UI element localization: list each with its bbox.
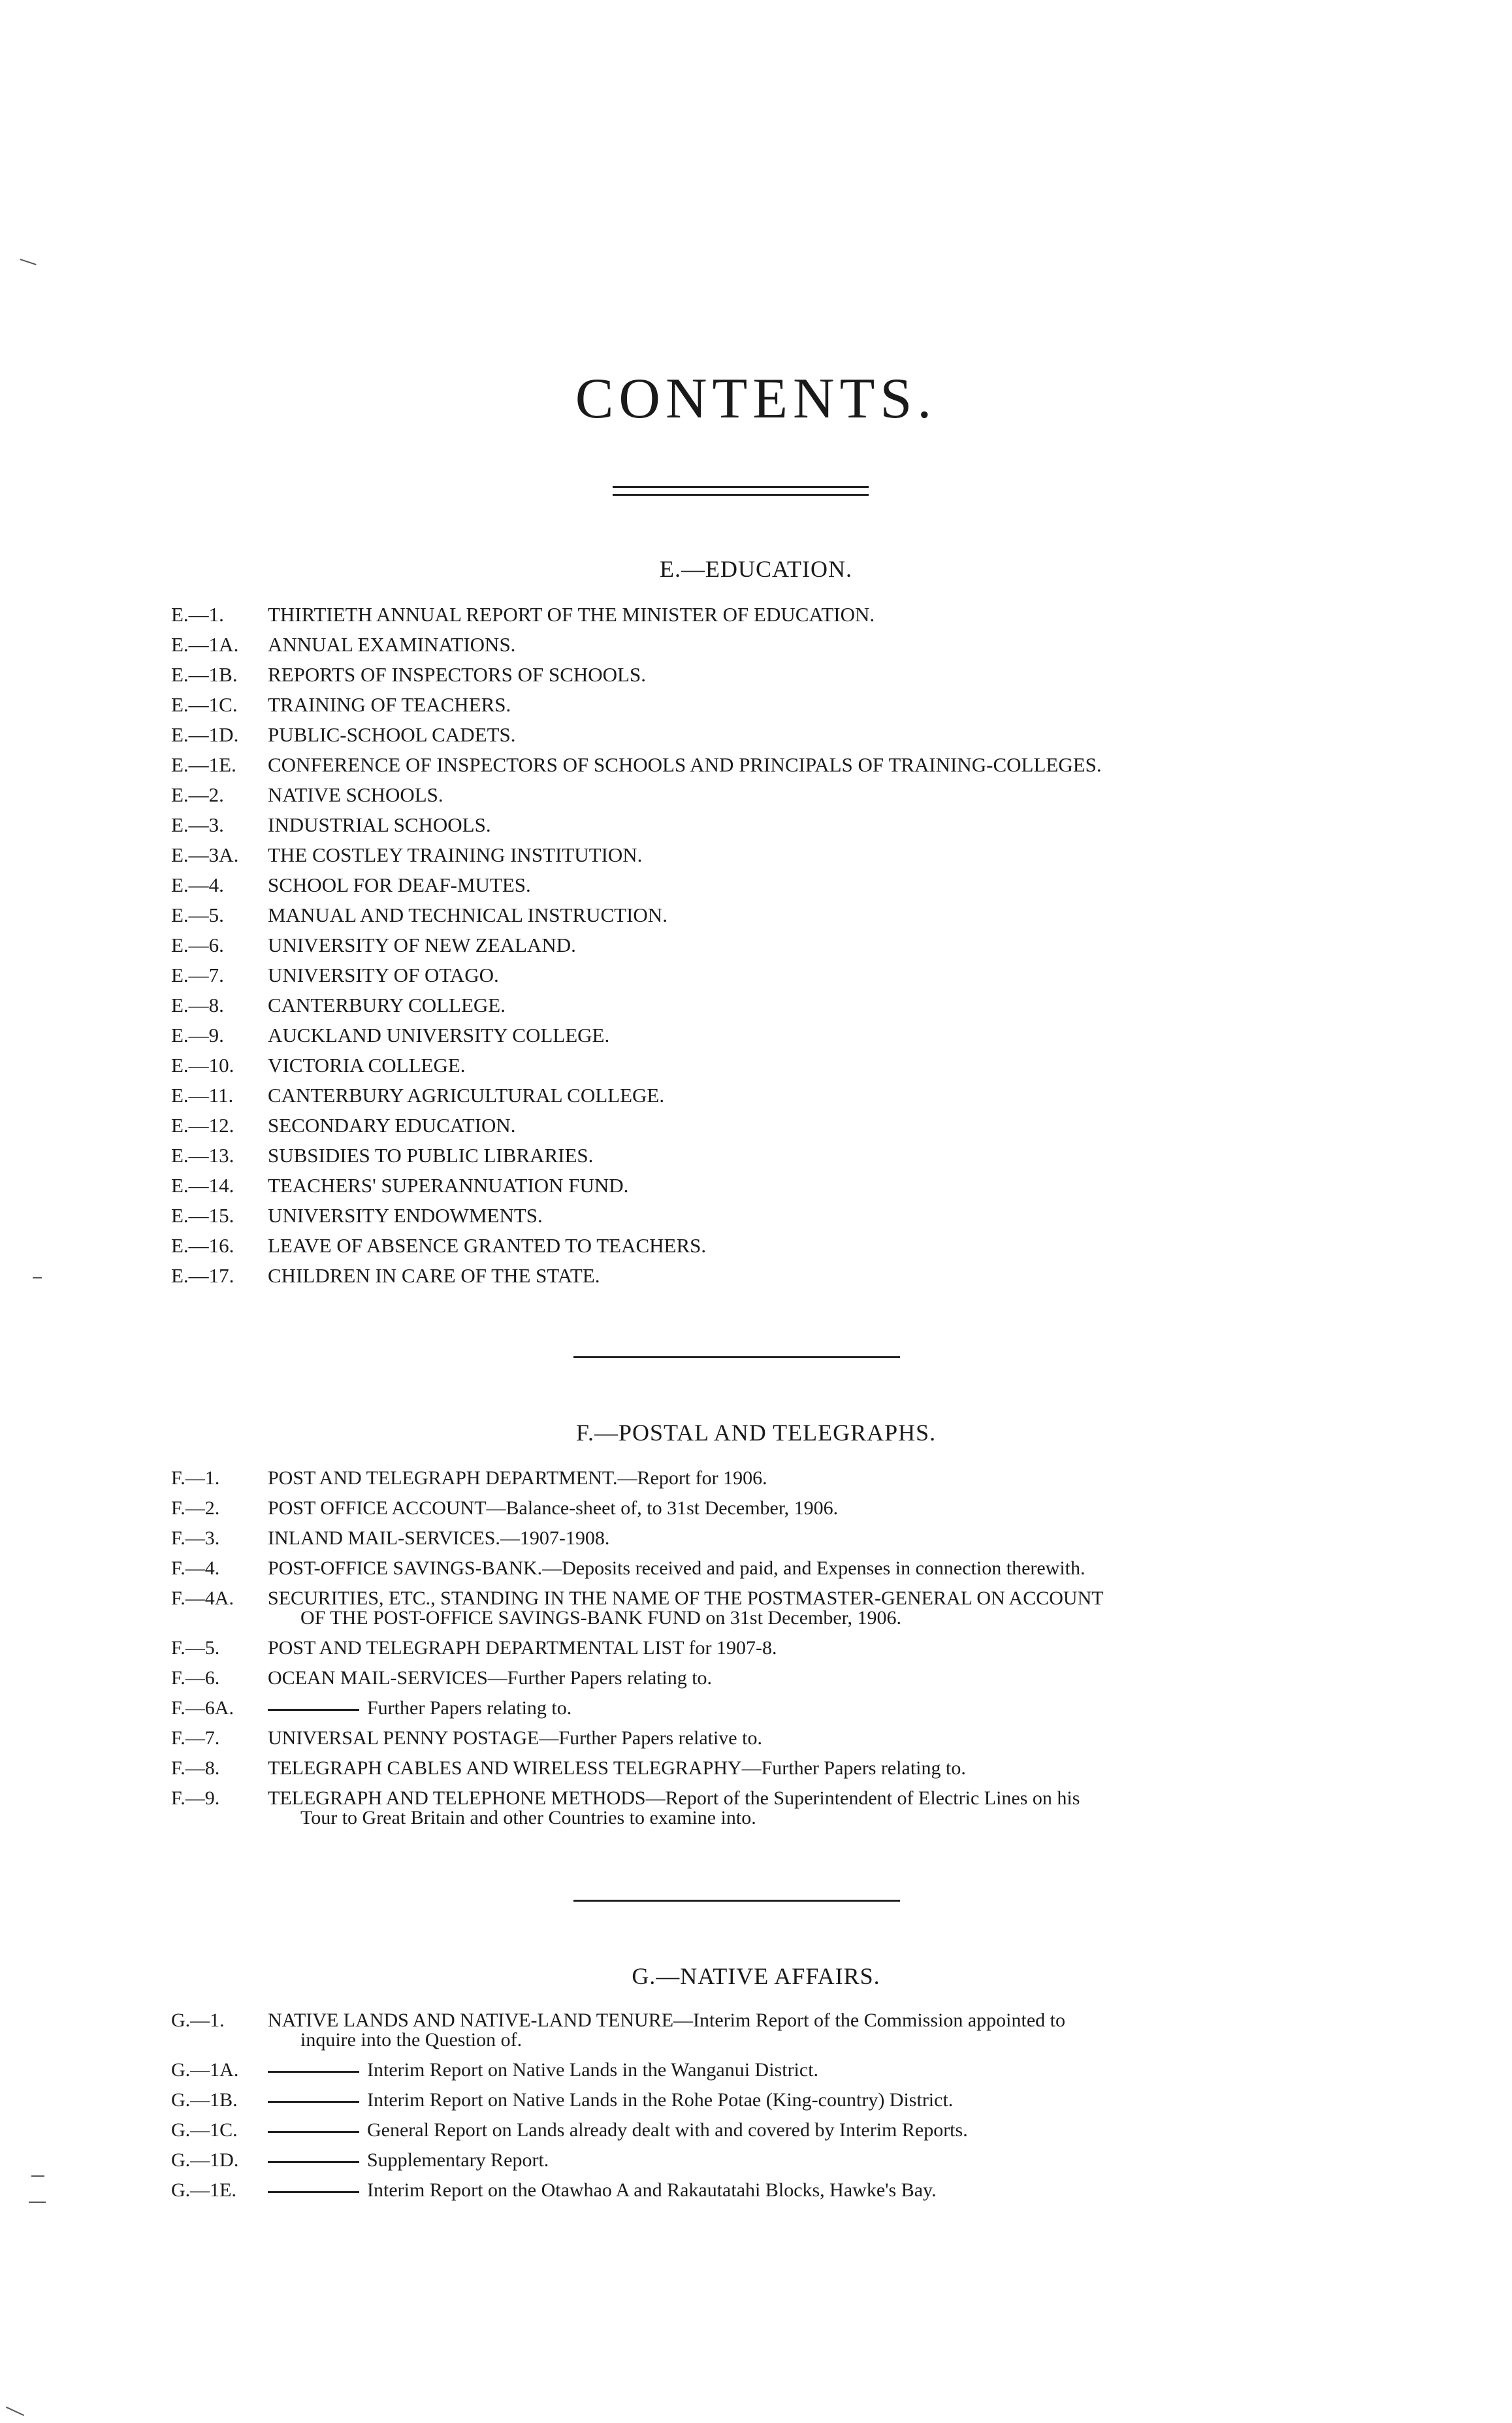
entry-title-line: CANTERBURY AGRICULTURAL COLLEGE. xyxy=(268,1084,665,1107)
entry-title-line: CHILDREN IN CARE OF THE STATE. xyxy=(268,1264,600,1287)
entry-continuation: inquire into the Question of. xyxy=(300,2029,523,2051)
entry-code: E.—1D. xyxy=(171,723,239,746)
entry-code: E.—1C. xyxy=(171,693,238,716)
entry-title: Interim Report on the Otawhao A and Rakautatahi Blocks, Hawke's Bay. xyxy=(367,2179,937,2201)
contents-entry xyxy=(171,1201,1308,1231)
contents-entry xyxy=(171,1633,1308,1663)
entry-title: Interim Report on Native Lands in the Rohe Potae (King-country) District. xyxy=(367,2089,954,2111)
contents-entry xyxy=(171,1493,1308,1523)
entry-title-line: UNIVERSITY OF NEW ZEALAND. xyxy=(268,934,576,956)
entry-code: F.—6A. xyxy=(171,1697,234,1719)
entry-title-line: POST AND TELEGRAPH DEPARTMENTAL LIST for 1907-8. xyxy=(268,1637,777,1659)
contents-entry xyxy=(171,960,1308,990)
entry-code: E.—1B. xyxy=(171,663,238,686)
entry-title: Interim Report on Native Lands in the Wanganui District. xyxy=(367,2059,819,2081)
entry-code: F.—5. xyxy=(171,1637,220,1659)
entry-title-line: LEAVE OF ABSENCE GRANTED TO TEACHERS. xyxy=(268,1234,707,1257)
entry-code: G.—1C. xyxy=(171,2119,238,2141)
entry-code: G.—1E. xyxy=(171,2179,236,2201)
entry-code: E.—3A. xyxy=(171,843,239,866)
section-divider-rule xyxy=(573,1356,900,1358)
entry-title: Supplementary Report. xyxy=(367,2149,549,2171)
entry-title-line xyxy=(268,2115,1308,2145)
entry-title-line: SUBSIDIES TO PUBLIC LIBRARIES. xyxy=(268,1144,594,1167)
contents-entry xyxy=(171,1141,1308,1171)
entry-code: G.—1A. xyxy=(171,2059,239,2081)
entry-title: Further Papers relating to. xyxy=(367,1697,572,1719)
contents-entry xyxy=(171,1753,1308,1783)
contents-entry xyxy=(171,780,1308,810)
entry-title-line: POST-OFFICE SAVINGS-BANK.—Deposits received and paid, and Expenses in connection therewith. xyxy=(268,1557,1086,1579)
ditto-dash xyxy=(268,2131,359,2133)
entry-title-line xyxy=(268,2085,1308,2115)
contents-entry xyxy=(171,840,1308,870)
scan-mark xyxy=(33,1277,42,1278)
entry-title-line: CONFERENCE OF INSPECTORS OF SCHOOLS AND PRINCIPALS OF TRAINING-COLLEGES. xyxy=(268,753,1102,776)
entry-code: E.—17. xyxy=(171,1264,234,1287)
entry-title-line: CANTERBURY COLLEGE. xyxy=(268,994,506,1016)
entry-code: E.—1E. xyxy=(171,753,236,776)
entry-code: E.—14. xyxy=(171,1174,234,1197)
entry-code: E.—9. xyxy=(171,1024,224,1047)
entry-title-line xyxy=(268,2145,1308,2175)
entry-title-line: REPORTS OF INSPECTORS OF SCHOOLS. xyxy=(268,663,646,686)
entry-title-line xyxy=(268,1693,1308,1723)
contents-entry xyxy=(171,1171,1308,1201)
entry-title: General Report on Lands already dealt with and covered by Interim Reports. xyxy=(367,2119,968,2141)
contents-entry xyxy=(171,1020,1308,1050)
entry-title-line: TEACHERS' SUPERANNUATION FUND. xyxy=(268,1174,629,1197)
contents-entry xyxy=(171,1663,1308,1693)
contents-entry xyxy=(171,990,1308,1020)
contents-entry xyxy=(171,1081,1308,1111)
section-heading-education: E.—EDUCATION. xyxy=(660,556,852,582)
scan-mark xyxy=(31,2175,44,2177)
entry-title-line: POST OFFICE ACCOUNT—Balance-sheet of, to 31st December, 1906. xyxy=(268,1497,839,1519)
entry-code: E.—4. xyxy=(171,873,224,896)
ditto-dash xyxy=(268,2191,359,2193)
contents-entry xyxy=(171,2085,1308,2115)
entry-code: E.—8. xyxy=(171,994,224,1016)
contents-entry xyxy=(171,660,1308,690)
entry-code: E.—16. xyxy=(171,1234,234,1257)
entry-title-line: TRAINING OF TEACHERS. xyxy=(268,693,511,716)
scan-mark xyxy=(6,2407,24,2416)
contents-entry xyxy=(171,2115,1308,2145)
postal-entries-list xyxy=(171,1463,1308,1833)
ditto-dash xyxy=(268,2161,359,2163)
contents-entry xyxy=(171,930,1308,960)
ditto-dash xyxy=(268,2071,359,2073)
contents-entry xyxy=(171,2006,1308,2050)
scan-mark xyxy=(20,259,36,265)
contents-entry xyxy=(171,1111,1308,1141)
entry-code: E.—11. xyxy=(171,1084,234,1107)
contents-entry xyxy=(171,720,1308,750)
entry-title-line: TELEGRAPH AND TELEPHONE METHODS—Report of the Superintendent of Electric Lines on his xyxy=(268,1787,1080,1809)
entry-title-line: UNIVERSITY OF OTAGO. xyxy=(268,964,499,986)
entry-title-line: VICTORIA COLLEGE. xyxy=(268,1054,466,1077)
entry-title-line: ANNUAL EXAMINATIONS. xyxy=(268,633,516,656)
contents-entry xyxy=(171,810,1308,840)
education-entries-list xyxy=(171,600,1308,1291)
contents-entry xyxy=(171,600,1308,630)
contents-entry xyxy=(171,630,1308,660)
entry-title-line: THIRTIETH ANNUAL REPORT OF THE MINISTER OF EDUCATION. xyxy=(268,603,875,626)
entry-continuation: Tour to Great Britain and other Countries to examine into. xyxy=(300,1807,756,1829)
entry-title-line: INDUSTRIAL SCHOOLS. xyxy=(268,813,491,836)
entry-title-line: SCHOOL FOR DEAF-MUTES. xyxy=(268,873,531,896)
entry-code: F.—9. xyxy=(171,1787,220,1809)
entry-title-line xyxy=(268,2175,1308,2205)
entry-code: E.—12. xyxy=(171,1114,234,1137)
contents-entry xyxy=(171,2145,1308,2175)
contents-entry xyxy=(171,870,1308,900)
contents-entry xyxy=(171,1783,1308,1828)
entry-code: E.—13. xyxy=(171,1144,234,1167)
entry-code: E.—1. xyxy=(171,603,224,626)
entry-title-line: NATIVE SCHOOLS. xyxy=(268,783,443,806)
entry-title-line: SECURITIES, ETC., STANDING IN THE NAME OF THE POSTMASTER-GENERAL ON ACCOUNT xyxy=(268,1587,1104,1609)
entry-code: F.—4A. xyxy=(171,1587,234,1609)
entry-title-line: SECONDARY EDUCATION. xyxy=(268,1114,516,1137)
entry-code: G.—1. xyxy=(171,2009,225,2031)
entry-title-line: INLAND MAIL-SERVICES.—1907-1908. xyxy=(268,1527,610,1549)
contents-entry xyxy=(171,1584,1308,1628)
entry-title-line: UNIVERSAL PENNY POSTAGE—Further Papers relative to. xyxy=(268,1727,762,1749)
contents-entry xyxy=(171,1231,1308,1261)
entry-continuation: OF THE POST-OFFICE SAVINGS-BANK FUND on 31st December, 1906. xyxy=(300,1607,901,1629)
contents-entry xyxy=(171,2055,1308,2085)
title-double-rule xyxy=(613,486,869,496)
contents-entry xyxy=(171,2175,1308,2205)
entry-code: E.—6. xyxy=(171,934,224,956)
entry-title-line: TELEGRAPH CABLES AND WIRELESS TELEGRAPHY—Further Papers relating to. xyxy=(268,1757,966,1779)
entry-code: E.—7. xyxy=(171,964,224,986)
native-affairs-entries-list xyxy=(171,2006,1308,2205)
contents-entry xyxy=(171,750,1308,780)
entry-title-line: POST AND TELEGRAPH DEPARTMENT.—Report for 1906. xyxy=(268,1467,767,1489)
contents-entry xyxy=(171,1723,1308,1753)
contents-entry xyxy=(171,1553,1308,1584)
entry-code: F.—8. xyxy=(171,1757,220,1779)
contents-entry xyxy=(171,1463,1308,1493)
section-heading-native-affairs: G.—NATIVE AFFAIRS. xyxy=(632,1963,880,1989)
entry-code: F.—3. xyxy=(171,1527,220,1549)
entry-title-line: MANUAL AND TECHNICAL INSTRUCTION. xyxy=(268,903,668,926)
ditto-dash xyxy=(268,1709,359,1711)
entry-code: E.—1A. xyxy=(171,633,239,656)
entry-code: G.—1B. xyxy=(171,2089,238,2111)
entry-title-line: THE COSTLEY TRAINING INSTITUTION. xyxy=(268,843,643,866)
entry-title-line: UNIVERSITY ENDOWMENTS. xyxy=(268,1204,543,1227)
entry-code: E.—10. xyxy=(171,1054,234,1077)
entry-title-line: OCEAN MAIL-SERVICES—Further Papers relating to. xyxy=(268,1667,713,1689)
contents-entry xyxy=(171,1050,1308,1081)
contents-entry xyxy=(171,690,1308,720)
entry-code: F.—4. xyxy=(171,1557,220,1579)
entry-title-line xyxy=(268,2055,1308,2085)
entry-code: F.—1. xyxy=(171,1467,220,1489)
ditto-dash xyxy=(268,2101,359,2103)
section-divider-rule xyxy=(573,1900,900,1902)
entry-title-line: PUBLIC-SCHOOL CADETS. xyxy=(268,723,516,746)
entry-code: F.—7. xyxy=(171,1727,220,1749)
contents-entry xyxy=(171,900,1308,930)
entry-code: E.—5. xyxy=(171,903,224,926)
entry-code: E.—2. xyxy=(171,783,224,806)
scan-mark xyxy=(29,2202,46,2203)
page-title: CONTENTS. xyxy=(575,367,937,431)
contents-entry xyxy=(171,1693,1308,1723)
contents-entry xyxy=(171,1261,1308,1291)
entry-code: E.—15. xyxy=(171,1204,234,1227)
entry-title-line: AUCKLAND UNIVERSITY COLLEGE. xyxy=(268,1024,610,1047)
entry-code: F.—6. xyxy=(171,1667,220,1689)
entry-code: F.—2. xyxy=(171,1497,220,1519)
contents-entry xyxy=(171,1523,1308,1553)
entry-code: E.—3. xyxy=(171,813,224,836)
entry-title-line: NATIVE LANDS AND NATIVE-LAND TENURE—Interim Report of the Commission appointed to xyxy=(268,2009,1065,2031)
entry-code: G.—1D. xyxy=(171,2149,239,2171)
section-heading-postal-telegraphs: F.—POSTAL AND TELEGRAPHS. xyxy=(575,1420,937,1446)
